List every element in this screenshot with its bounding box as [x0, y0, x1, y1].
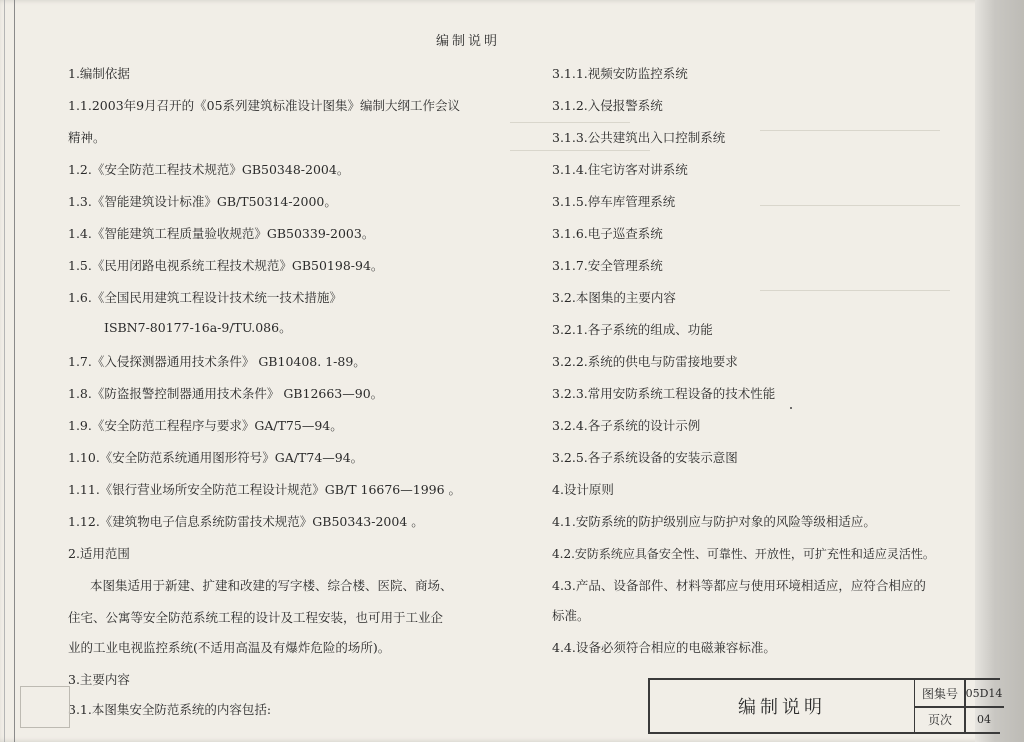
text-line: 业的工业电视监控系统(不适用高温及有爆炸危险的场所)。: [68, 640, 391, 655]
text-line: 精神。: [68, 130, 106, 145]
text-line: 3.2.2.系统的供电与防雷接地要求: [552, 354, 738, 369]
text-line: 1.1.2003年9月召开的《05系列建筑标准设计图集》编制大纲工作会议: [68, 98, 461, 113]
text-line: 3.1.7.安全管理系统: [552, 258, 663, 273]
bleed-through-line: [510, 150, 650, 151]
text-line: 2.适用范围: [68, 546, 130, 561]
page-number-label: 页次: [927, 713, 952, 727]
text-line: ISBN7-80177-16a-9/TU.086。: [104, 320, 292, 335]
margin-rule-outer: [4, 0, 5, 742]
title-block-name: 编制说明: [650, 680, 915, 732]
text-line: 3.2.5.各子系统设备的安装示意图: [552, 450, 738, 465]
bleed-through-line: [760, 205, 960, 206]
text-line: 1.6.《全国民用建筑工程设计技术统一技术措施》: [68, 290, 342, 305]
text-line: 3.1.2.入侵报警系统: [552, 98, 663, 113]
text-line: 4.设计原则: [552, 482, 614, 497]
text-line: 4.3.产品、设备部件、材料等都应与使用环境相适应，应符合相应的: [552, 578, 926, 593]
text-line: 4.1.安防系统的防护级别应与防护对象的风险等级相适应。: [552, 514, 876, 529]
text-line: 4.4.设备必须符合相应的电磁兼容标准。: [552, 640, 776, 655]
page-title: 编制说明: [436, 34, 501, 49]
text-line: 3.1.5.停车库管理系统: [552, 194, 676, 209]
text-line: 3.2.本图集的主要内容: [552, 290, 676, 305]
text-line: 住宅、公寓等安全防范系统工程的设计及工程安装，也可用于工业企: [68, 610, 444, 625]
margin-rule: [14, 0, 15, 742]
atlas-number-label: 图集号: [921, 686, 958, 701]
title-block: [648, 678, 1003, 734]
text-line: 3.主要内容: [68, 672, 130, 687]
binding-edge: [975, 0, 1024, 742]
atlas-number-value: 05D14: [965, 686, 1003, 700]
ink-speck: [790, 407, 792, 409]
text-line: 3.1.本图集安全防范系统的内容包括:: [68, 702, 272, 717]
text-line: 1.3.《智能建筑设计标准》GB/T50314-2000。: [68, 194, 337, 209]
text-line: 标准。: [552, 608, 590, 623]
text-line: 1.编制依据: [68, 66, 130, 81]
text-line: 3.2.4.各子系统的设计示例: [552, 418, 701, 433]
text-line: 1.7.《入侵探测器通用技术条件》 GB10408. 1-89。: [68, 354, 366, 369]
text-line: 3.1.3.公共建筑出入口控制系统: [552, 130, 726, 145]
text-line: 1.12.《建筑物电子信息系统防雷技术规范》GB50343-2004 。: [68, 514, 424, 529]
text-line: 本图集适用于新建、扩建和改建的写字楼、综合楼、医院、商场、: [90, 578, 453, 593]
bleed-through-line: [760, 290, 950, 291]
bleed-through-line: [760, 130, 940, 131]
text-line: 3.1.1.视频安防监控系统: [552, 66, 688, 81]
bleed-through-line: [510, 122, 630, 123]
text-line: 3.1.4.住宅访客对讲系统: [552, 162, 688, 177]
page-number-value: 04: [977, 713, 991, 726]
text-line: 3.2.1.各子系统的组成、功能: [552, 322, 713, 337]
text-line: 1.5.《民用闭路电视系统工程技术规范》GB50198-94。: [68, 258, 384, 273]
text-line: 1.8.《防盗报警控制器通用技术条件》 GB12663—90。: [68, 386, 384, 401]
text-line: 1.2.《安全防范工程技术规范》GB50348-2004。: [68, 162, 350, 177]
text-line: 1.4.《智能建筑工程质量验收规范》GB50339-2003。: [68, 226, 375, 241]
text-line: 1.11.《银行营业场所安全防范工程设计规范》GB/T 16676—1996 。: [68, 482, 462, 497]
text-line: 3.1.6.电子巡查系统: [552, 226, 663, 241]
text-line: 4.2.安防系统应具备安全性、可靠性、开放性，可扩充性和适应灵活性。: [552, 547, 935, 561]
text-line: 1.9.《安全防范工程程序与要求》GA/T75—94。: [68, 418, 343, 433]
text-line: 1.10.《安全防范系统通用图形符号》GA/T74—94。: [68, 450, 364, 465]
faint-stamp: [20, 686, 70, 728]
text-line: 3.2.3.常用安防系统工程设备的技术性能: [552, 386, 776, 401]
